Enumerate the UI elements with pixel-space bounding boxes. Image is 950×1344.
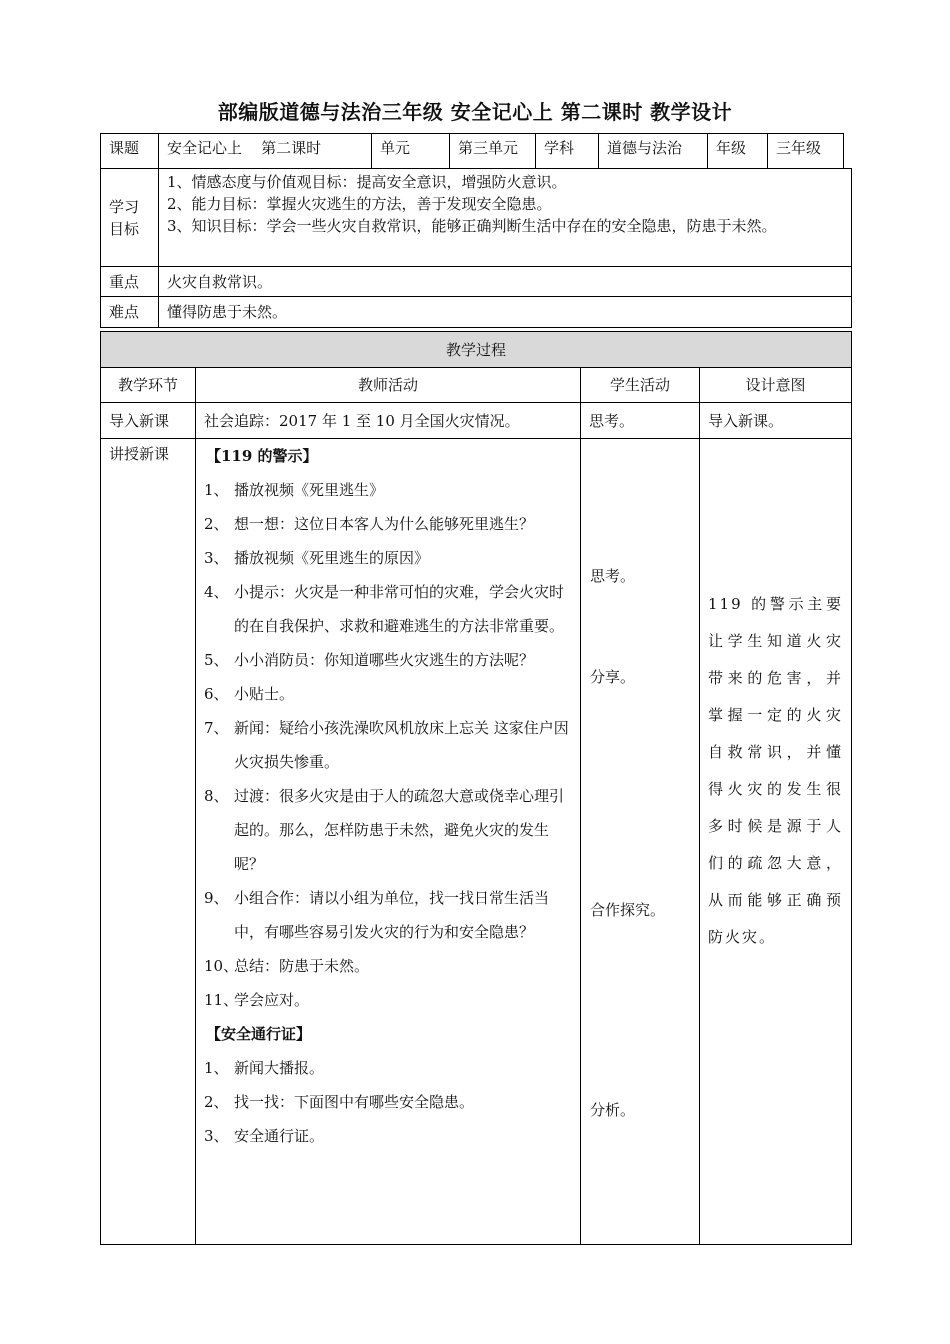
section1-item-text: 新闻：疑给小孩洗澡吹风机放床上忘关 这家住户因火灾损失惨重。 xyxy=(234,719,569,771)
section1-item xyxy=(204,983,572,1017)
section1-title: 【119 的警示】 xyxy=(206,447,318,465)
section1-item-text: 小提示：火灾是一种非常可怕的灾难，学会火灾时的在自我保护、求救和避难逃生的方法非常重要。 xyxy=(234,583,565,635)
col-student: 学生活动 xyxy=(581,368,700,403)
section1-item xyxy=(204,711,572,779)
student-note-analyze: 分析。 xyxy=(590,1101,636,1119)
grade-label: 年级 xyxy=(708,134,768,169)
goal-item-3: 3、知识目标：学会一些火灾自救常识，能够正确判断生活中存在的安全隐患，防患于未然。 xyxy=(167,217,777,235)
col-teacher: 教师活动 xyxy=(196,368,581,403)
lesson-value: 安全记心上 第二课时 xyxy=(159,134,372,169)
section2-item xyxy=(204,1085,572,1119)
section2-item xyxy=(204,1119,572,1153)
section1-item xyxy=(204,575,572,643)
goals-label xyxy=(101,169,159,267)
intro-teacher: 社会追踪：2017 年 1 至 10 月全国火灾情况。 xyxy=(196,403,581,439)
section2-item-text: 安全通行证。 xyxy=(234,1127,325,1145)
intro-stage: 导入新课 xyxy=(101,403,196,439)
section1-item xyxy=(204,677,572,711)
unit-value: 第三单元 xyxy=(450,134,536,169)
grade-value: 三年级 xyxy=(768,134,844,169)
section1-item-number: 1、 xyxy=(204,481,229,499)
main-intent xyxy=(700,439,852,1245)
section1-list xyxy=(204,473,572,1017)
page-title: 部编版道德与法治三年级 安全记心上 第二课时 教学设计 xyxy=(217,100,733,124)
section1-item xyxy=(204,473,572,507)
section1-item-text: 总结：防患于未然。 xyxy=(234,957,370,975)
section1-item-number: 11、 xyxy=(204,991,239,1009)
section1-item-number: 9、 xyxy=(204,889,229,907)
section2-title: 【安全通行证】 xyxy=(206,1025,312,1043)
section2-item-text: 找一找：下面图中有哪些安全隐患。 xyxy=(234,1093,475,1111)
section1-item xyxy=(204,881,572,949)
intro-intent: 导入新课。 xyxy=(700,403,852,439)
section1-item xyxy=(204,949,572,983)
section1-item-text: 播放视频《死里逃生的原因》 xyxy=(234,549,430,567)
main-teacher xyxy=(196,439,581,1245)
subject-label: 学科 xyxy=(536,134,599,169)
section1-item-number: 10、 xyxy=(204,957,239,975)
difficulty-label: 难点 xyxy=(101,297,159,328)
section1-item-text: 想一想：这位日本客人为什么能够死里逃生？ xyxy=(234,515,535,533)
goal-item-1: 1、情感态度与价值观目标：提高安全意识，增强防火意识。 xyxy=(167,173,567,191)
student-note-think: 思考。 xyxy=(590,567,636,585)
section1-item-number: 5、 xyxy=(204,651,229,669)
goal-item-2: 2、能力目标：掌握火灾逃生的方法，善于发现安全隐患。 xyxy=(167,195,552,213)
section1-item-number: 2、 xyxy=(204,515,229,533)
process-table xyxy=(100,331,852,1245)
unit-label: 单元 xyxy=(372,134,450,169)
section1-item-text: 小小消防员：你知道哪些火灾逃生的方法呢？ xyxy=(234,651,535,669)
objectives-table xyxy=(100,168,852,328)
goals-label-line2: 目标 xyxy=(109,219,140,238)
section2-item-text: 新闻大播报。 xyxy=(234,1059,325,1077)
section1-item-number: 7、 xyxy=(204,719,229,737)
section1-item-text: 小贴士。 xyxy=(234,685,295,703)
key-point-value: 火灾自救常识。 xyxy=(159,267,852,297)
main-stage: 讲授新课 xyxy=(101,439,196,1245)
section2-item xyxy=(204,1051,572,1085)
section2-item-number: 3、 xyxy=(204,1127,229,1145)
section1-item xyxy=(204,643,572,677)
section1-item xyxy=(204,507,572,541)
section1-item-text: 过渡：很多火灾是由于人的疏忽大意或侥幸心理引起的。那么，怎样防患于未然，避免火灾的发生呢？ xyxy=(234,787,565,873)
section1-item-number: 4、 xyxy=(204,583,229,601)
section1-item-text: 播放视频《死里逃生》 xyxy=(234,481,385,499)
col-intent: 设计意图 xyxy=(700,368,852,403)
section1-item-number: 6、 xyxy=(204,685,229,703)
col-stage: 教学环节 xyxy=(101,368,196,403)
section1-item-text: 小组合作：请以小组为单位，找一找日常生活当中，有哪些容易引发火灾的行为和安全隐患？ xyxy=(234,889,550,941)
section1-item-number: 8、 xyxy=(204,787,229,805)
section1-item xyxy=(204,541,572,575)
section1-item-number: 3、 xyxy=(204,549,229,567)
section2-list xyxy=(204,1051,572,1153)
main-student xyxy=(581,439,700,1245)
main-intent-text: 119 的警示主要让学生知道火灾带来的危害，并掌握一定的火灾自救常识，并懂得火灾的发生很多时候是源于人们的疏忽大意，从而能够正确预防火灾。 xyxy=(708,595,844,946)
goals-label-line1: 学习 xyxy=(109,197,140,216)
intro-student: 思考。 xyxy=(581,403,700,439)
section2-item-number: 2、 xyxy=(204,1093,229,1111)
key-point-label: 重点 xyxy=(101,267,159,297)
student-note-share: 分享。 xyxy=(590,668,636,686)
difficulty-value: 懂得防患于未然。 xyxy=(159,297,852,328)
subject-value: 道德与法治 xyxy=(599,134,708,169)
lesson-header-table xyxy=(100,133,844,169)
section1-item-text: 学会应对。 xyxy=(234,991,310,1009)
student-note-explore: 合作探究。 xyxy=(590,901,666,919)
section2-item-number: 1、 xyxy=(204,1059,229,1077)
lesson-label: 课题 xyxy=(101,134,159,169)
section1-item xyxy=(204,779,572,881)
process-heading: 教学过程 xyxy=(101,332,852,368)
